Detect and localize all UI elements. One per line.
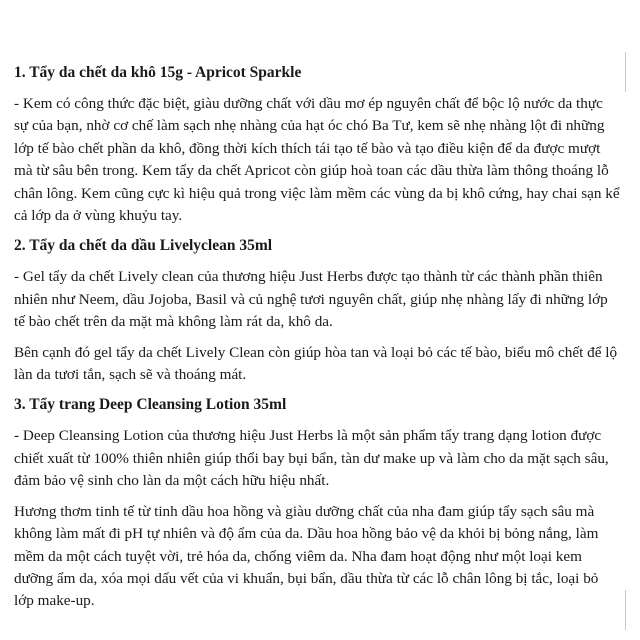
section-3-paragraph-2: Hương thơm tinh tế từ tinh dầu hoa hồng và giàu dưỡng chất của nha đam giúp tẩy sạch sâu mà không làm mất đi pH tự nhiên và độ ẩm của da. Dầu hoa hồng bảo vệ da khỏi bị bỏng nắng, làm mềm da một cách tuyệt vời, trẻ hóa da, chống viêm da. Nha đam hoạt động như một loại kem dưỡng ẩm da, xóa mọi dấu vết của vi khuẩn, bụi bẩn, dầu thừa từ các lỗ chân lông bị tắc, loại bỏ lớp make-up. (14, 502, 599, 610)
section-1-title: 1. Tẩy da chết da khô 15g - Apricot Sparkle (14, 64, 302, 81)
section-2-paragraph-1: - Gel tẩy da chết Lively clean của thương hiệu Just Herbs được tạo thành từ các thành phần thiên nhiên như Neem, dầu Jojoba, Basil và củ nghệ tươi nguyên chất, giúp nhẹ nhàng lấy đi những lớp tế bào chết trên da mặt mà không làm rát da, khô da. (14, 268, 608, 331)
section-2-paragraph-2: Bên cạnh đó gel tẩy da chết Lively Clean còn giúp hòa tan và loại bỏ các tế bào, biểu mô chết để lộ làn da tươi tắn, sạch sẽ và thoáng mát. (14, 343, 618, 384)
page-edge-line-top (625, 52, 626, 92)
section-3-paragraph-1: - Deep Cleansing Lotion của thương hiệu Just Herbs là một sản phẩm tẩy trang dạng lotion được chiết xuất từ 100% thiên nhiên giúp thổi bay bụi bẩn, tàn dư make up và làm cho da mặt sạch sâu, đảm bảo vệ sinh cho làn da một cách hữu hiệu nhất. (14, 427, 609, 490)
section-2-title: 2. Tẩy da chết da dầu Livelyclean 35ml (14, 237, 273, 255)
document-content (14, 62, 620, 621)
page-edge-line-bottom (625, 590, 626, 630)
section-3-title: 3. Tẩy trang Deep Cleansing Lotion 35ml (14, 396, 287, 414)
section-1-paragraph-1: - Kem có công thức đặc biệt, giàu dưỡng chất với dầu mơ ép nguyên chất để bộc lộ nước da thực sự của bạn, nhờ cơ chế làm sạch nhẹ nhàng của hạt óc chó Ba Tư, kem sẽ nhẹ nhàng lột đi những lớp tế bào chết phần da khô, đồng thời kích thích tái tạo tế bào và tạo điều kiện để da được mượt mà từ sâu bên trong. Kem tẩy da chết Apricot còn giúp hoà toan các dầu thừa làm thông thoáng lỗ chân lông. Kem cũng cực kì hiệu quả trong việc làm mềm các vùng da bị khô cứng, hay chai sạn kể cả lớp da ở vùng khuỷu tay. (14, 95, 620, 225)
